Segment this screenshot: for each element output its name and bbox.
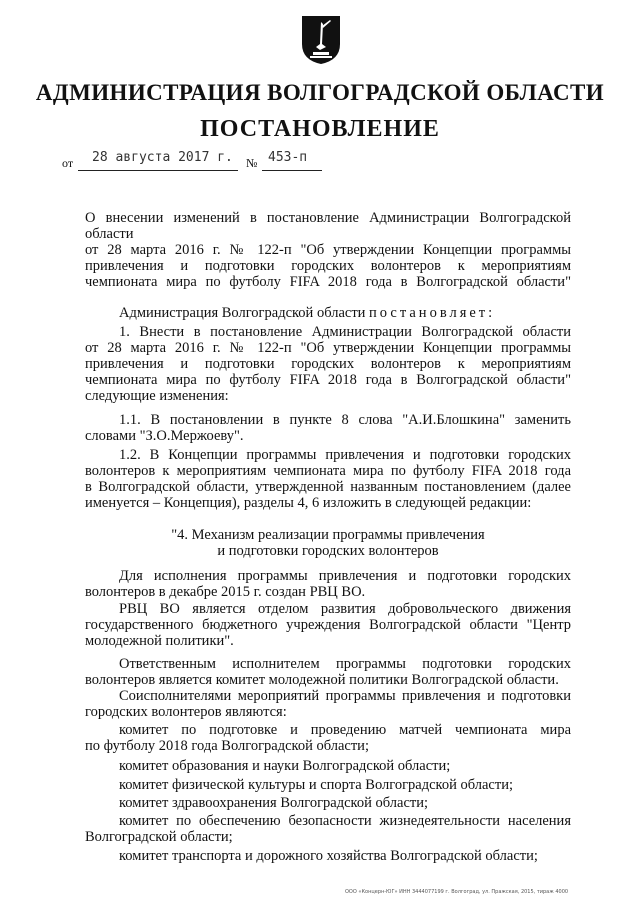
paragraph-line: РВЦ ВО является отделом развития добровольческого движения: [119, 601, 571, 617]
paragraph-line: комитет здравоохранения Волгоградской области;: [119, 795, 429, 811]
paragraph-line: Для исполнения программы привлечения и подготовки городских: [119, 568, 571, 584]
paragraph-line: Волгоградской области;: [85, 829, 233, 845]
paragraph-1: [85, 324, 571, 404]
subject-line: чемпионата мира по футболу FIFA 2018 года в Волгоградской области": [85, 274, 571, 290]
paragraph-line: государственного бюджетного учреждения Волгоградской области "Центр: [85, 617, 571, 633]
section-paragraph: [85, 601, 571, 649]
organization-title: АДМИНИСТРАЦИЯ ВОЛГОГРАДСКОЙ ОБЛАСТИ: [35, 80, 605, 105]
document-number: 453-п: [268, 150, 308, 165]
number-label: №: [246, 156, 258, 170]
subject-line: привлечения и подготовки городских волонтеров к мероприятиям: [85, 258, 571, 274]
paragraph-line: комитет транспорта и дорожного хозяйства Волгоградской области;: [119, 848, 538, 864]
section-paragraph: [85, 777, 571, 793]
paragraph-line: 1. Внести в постановление Администрации Волгоградской области: [119, 324, 571, 340]
section-paragraph: [85, 656, 571, 688]
document-date: 28 августа 2017 г.: [92, 150, 233, 165]
paragraph-line: комитет по подготовке и проведению матчей чемпионата мира: [119, 722, 571, 738]
paragraph-line: волонтеров к мероприятиям чемпионата мира по футболу FIFA 2018 года: [85, 463, 571, 479]
paragraph-line: от 28 марта 2016 г. № 122-п "Об утверждении Концепции программы: [85, 340, 571, 356]
printer-footer: ООО «Концерн-ЮГ» ИНН 3444077199 г. Волгоград, ул. Пражская, 2015, тираж 4000: [345, 889, 569, 895]
section-title-line: "4. Механизм реализации программы привлечения: [171, 527, 485, 543]
paragraph-line: чемпионата мира по футболу FIFA 2018 года в Волгоградской области": [85, 372, 571, 388]
paragraph-line: 1.1. В постановлении в пункте 8 слова "А.И.Блошкина" заменить: [119, 412, 571, 428]
paragraph-line: волонтеров является комитет молодежной политики Волгоградской области.: [85, 672, 559, 688]
paragraph-1-2: [85, 447, 571, 511]
paragraph-line: Ответственным исполнителем программы подготовки городских: [119, 656, 571, 672]
section-title-line: и подготовки городских волонтеров: [217, 543, 439, 559]
intro-verb: постановляет:: [369, 305, 496, 321]
paragraph-line: городских волонтеров являются:: [85, 704, 287, 720]
section-paragraph: [85, 848, 571, 864]
paragraph-line: комитет физической культуры и спорта Волгоградской области;: [119, 777, 513, 793]
paragraph-line: словами "З.О.Мержоеву".: [85, 428, 244, 444]
intro-paragraph: [85, 305, 571, 321]
coat-of-arms-icon: [300, 14, 342, 66]
section-paragraph: [85, 795, 571, 811]
section-paragraph: [85, 722, 571, 754]
paragraph-line: Соисполнителями мероприятий программы привлечения и подготовки: [119, 688, 571, 704]
paragraph-line: комитет образования и науки Волгоградской области;: [119, 758, 451, 774]
section-paragraph: [85, 758, 571, 774]
number-underline: [262, 170, 322, 171]
subject-line: от 28 марта 2016 г. № 122-п "Об утверждении Концепции программы: [85, 242, 571, 258]
paragraph-line: следующие изменения:: [85, 388, 229, 404]
paragraph-line: именуется – Концепция), разделы 4, 6 изложить в следующей редакции:: [85, 495, 532, 511]
paragraph-line: по футболу 2018 года Волгоградской области;: [85, 738, 369, 754]
section-title: [85, 527, 571, 559]
paragraph-line: волонтеров в декабре 2015 г. создан РВЦ ВО.: [85, 584, 366, 600]
subject-line: О внесении изменений в постановление Администрации Волгоградской области: [85, 210, 571, 242]
paragraph-1-1: [85, 412, 571, 444]
paragraph-line: молодежной политики".: [85, 633, 234, 649]
paragraph-line: привлечения и подготовки городских волонтеров к мероприятиям: [85, 356, 571, 372]
paragraph-line: в Волгоградской области, утвержденной названным постановлением (далее: [85, 479, 571, 495]
document-type-title: ПОСТАНОВЛЕНИЕ: [200, 116, 440, 142]
section-paragraph: [85, 568, 571, 600]
paragraph-line: комитет по обеспечению безопасности жизнедеятельности населения: [119, 813, 571, 829]
document-subject: [85, 210, 571, 290]
paragraph-line: 1.2. В Концепции программы привлечения и подготовки городских: [119, 447, 571, 463]
date-underline: [78, 170, 238, 171]
section-paragraph: [85, 688, 571, 720]
intro-prefix: Администрация Волгоградской области: [119, 305, 366, 321]
date-label: от: [62, 156, 74, 170]
section-paragraph: [85, 813, 571, 845]
